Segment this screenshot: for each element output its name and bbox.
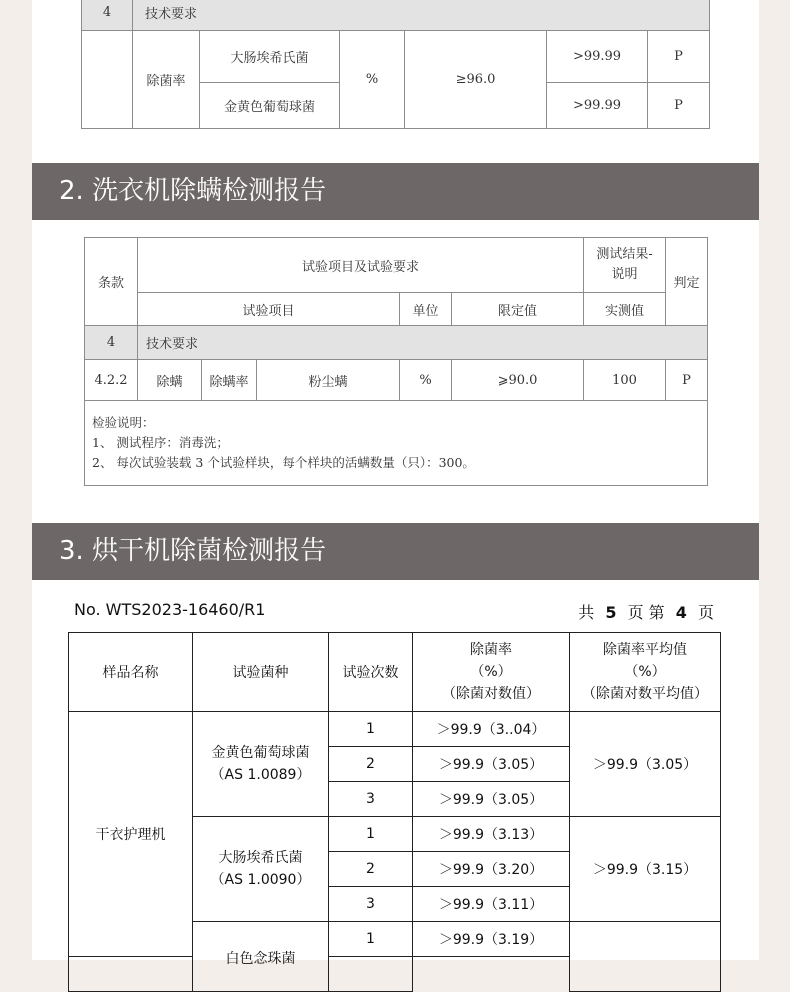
section-title: 技术要求 — [133, 0, 710, 31]
mite-removal-table — [84, 237, 708, 486]
table-row — [85, 326, 708, 360]
run-cell: 1 — [329, 922, 413, 957]
average-cell — [570, 922, 721, 992]
table-header-row — [69, 633, 721, 712]
section-2-banner: 2. 洗衣机除螨检测报告 — [32, 163, 759, 220]
result-header: 测试结果- 说明 — [584, 238, 666, 293]
result-cell: >99.99 — [547, 83, 648, 129]
limit-cell: ⩾90.0 — [452, 360, 584, 401]
clause-cell: 4.2.2 — [85, 360, 138, 401]
report-number: No. WTS2023-16460/R1 — [74, 600, 266, 619]
rate-cell — [329, 957, 413, 992]
item-cell: 除螨率 — [202, 360, 257, 401]
category-cell: 除螨 — [138, 360, 202, 401]
average-cell: ＞99.9（3.05） — [570, 712, 721, 817]
run-cell: 1 — [329, 817, 413, 852]
run-cell: 3 — [329, 782, 413, 817]
table-row — [69, 712, 721, 747]
unit-cell: % — [340, 31, 405, 129]
table-row — [85, 360, 708, 401]
sample-name-header: 样品名称 — [69, 633, 193, 712]
verdict-cell: P — [648, 31, 710, 83]
rate-cell: ＞99.9（3..04） — [413, 712, 570, 747]
unit-header: 单位 — [400, 293, 452, 326]
average-rate-header: 除菌率平均值 （%） （除菌对数平均值） — [570, 633, 721, 712]
organism-cell: 白色念珠菌 — [193, 922, 329, 992]
section-3-banner: 3. 烘干机除菌检测报告 — [32, 523, 759, 580]
verdict-cell: P — [666, 360, 708, 401]
clause-header: 条款 — [85, 238, 138, 326]
organism-cell: 金黄色葡萄球菌 （AS 1.0089） — [193, 712, 329, 817]
item-header: 试验项目 — [138, 293, 400, 326]
table-header-row — [85, 293, 708, 326]
dryer-sterilization-table — [68, 632, 721, 992]
run-cell: 3 — [329, 887, 413, 922]
rate-cell: ＞99.9（3.20） — [413, 852, 570, 887]
table-row — [82, 0, 710, 31]
limit-header: 限定值 — [452, 293, 584, 326]
unit-cell: % — [400, 360, 452, 401]
table-row — [82, 31, 710, 83]
run-cell: 1 — [329, 712, 413, 747]
notes-row — [85, 401, 708, 486]
rate-cell: ＞99.9（3.05） — [413, 747, 570, 782]
rate-cell: ＞99.9（3.05） — [413, 782, 570, 817]
rate-cell: ＞99.9（3.11） — [413, 887, 570, 922]
sample-name-cell: 干衣护理机 — [69, 712, 193, 957]
test-notes: 检验说明： 1、 测试程序：消毒洗； 2、 每次试验装载 3 个试验样块，每个样块的活螨数量（只）：300。 — [85, 401, 708, 486]
result-cell: >99.99 — [547, 31, 648, 83]
table-header-row — [85, 238, 708, 293]
run-cell — [69, 957, 193, 992]
runs-header: 试验次数 — [329, 633, 413, 712]
limit-cell: ≥96.0 — [405, 31, 547, 129]
verdict-cell: P — [648, 83, 710, 129]
average-cell: ＞99.9（3.15） — [570, 817, 721, 922]
measured-header: 实测值 — [584, 293, 666, 326]
organism-cell: 大肠埃希氏菌 （AS 1.0090） — [193, 817, 329, 922]
page-indicator: 共 5 页 第 4 页 — [578, 603, 714, 622]
rate-cell: ＞99.9（3.13） — [413, 817, 570, 852]
measured-cell: 100 — [584, 360, 666, 401]
organism-header: 试验菌种 — [193, 633, 329, 712]
section-title: 技术要求 — [138, 326, 708, 360]
item-cell: 除菌率 — [133, 31, 200, 129]
section-number: 4 — [85, 326, 138, 360]
verdict-header: 判定 — [666, 238, 708, 326]
organism-cell: 大肠埃希氏菌 — [200, 31, 340, 83]
rate-cell: ＞99.9（3.19） — [413, 922, 570, 957]
run-cell: 2 — [329, 852, 413, 887]
blank-cell — [82, 31, 133, 129]
items-requirements-header: 试验项目及试验要求 — [138, 238, 584, 293]
organism-cell: 金黄色葡萄球菌 — [200, 83, 340, 129]
rate-header: 除菌率 （%） （除菌对数值） — [413, 633, 570, 712]
target-cell: 粉尘螨 — [257, 360, 400, 401]
sterilization-table-1 — [81, 0, 710, 129]
section-number: 4 — [82, 0, 133, 31]
run-cell: 2 — [329, 747, 413, 782]
